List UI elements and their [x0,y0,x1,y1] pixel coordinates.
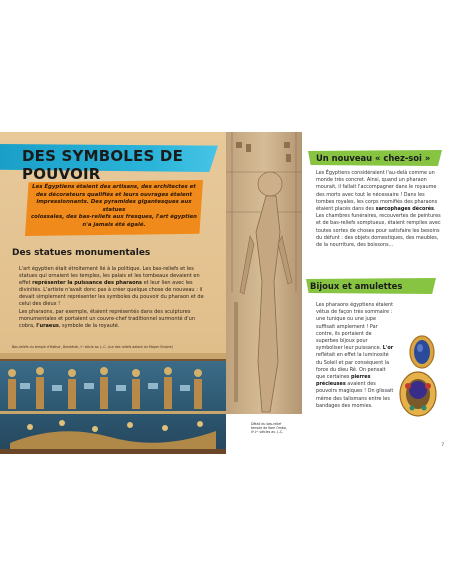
intro-line: colossales, des bas-reliefs aux fresques, l'art égyptien [30,214,198,221]
body-text [19,266,205,330]
text-bijoux [316,302,394,410]
text-run: Les pharaons, par exemple, étaient représentés dans des sculptures monumentales et portaient un couvre-chef traditionnel surmonté d'un cobra, [19,308,196,329]
intro-line: impressionnants. Des pyramides gigantesques aux statues [36,199,192,213]
paragraph-1 [19,266,205,309]
bold-run: l'uraeus [36,322,59,329]
right-page [302,132,452,454]
image-caption: Bas-reliefs du temple d'Hathor, Dendérah, Iᵉʳ siècle av. J.-C. (sur des reliefs datant du Moyen Empire) [12,345,173,349]
scarab-ring-image [394,328,444,428]
heading-bijoux: Bijoux et amulettes [310,281,403,291]
text-chez-soi [316,170,444,249]
text-run: et leur lien avec les divinités. L'artiste n'avait donc pas à créer quelque chose de nouveau : il devait simplement représenter les symboles du pouvoir du pharaon et de celui des dieux ! [19,280,204,308]
caption-line: Détail du bas-relief [251,422,282,426]
text-run: Les Égyptiens considéraient l'au-delà comme un monde très concret. Ainsi, quand un pharaon mourait, il fallait l'accompagner dans le royaume des morts avec tout le nécessaire ! Dans les tombes royales, les corps momifiés des pharaons étaient placés dans des [316,170,438,213]
bold-run: L'or [382,345,394,352]
page-title: DES SYMBOLES DE POUVOIR [22,147,184,183]
text-run: . Les chambres funéraires, recouvertes de peintures et de bas-reliefs somptueux, étaient remplies avec toutes sortes de choses pour satisfaire les besoins du défunt : des objets domestiques, des meubles, de la nourriture, des boissons... [316,206,441,249]
book-spread [0,132,452,454]
bold-run: représenter la puissance des pharaons [32,280,143,287]
text-run: Les pharaons égyptiens étaient vêtus de façon très sommaire : une tunique ou une jupe suffisait amplement ! Par contre, ils portaient de superbes bijoux pour symboliser leur puissance. [316,302,394,352]
intro-line: n'a jamais été égalé. [82,221,146,228]
intro-text [30,184,198,230]
text-run: L'art égyptien était étroitement lié à la politique. Les bas-reliefs et les statues qui ornaient les temples, les palais et les tombeaux devaient en effet [19,266,200,287]
page-number: 7 [441,442,444,447]
heading-chez-soi: Un nouveau « chez-soi » [316,153,431,163]
bold-run: sarcophages décorés [375,206,434,213]
intro-line: Les Égyptiens étaient des artisans, des architectes et [32,184,196,190]
paragraph-2 [19,309,205,330]
section-title: Des statues monumentales [12,248,151,258]
text-run: avaient des pouvoirs magiques ! On glissait même des talismans entre les bandages des momies. [316,381,394,409]
text-run: reflétait en effet la luminosité du Soleil et par conséquent la force du dieu Rê. On pensait que certaines [316,352,390,381]
hathor-relief-image [0,353,226,454]
intro-line: des décorateurs qualifiés et leurs ouvrages étaient [35,191,193,198]
center-image-caption [251,422,297,435]
caption-line: temple de Kom Ombo, [251,426,287,431]
bold-run: pierres précieuses [316,374,371,388]
text-run: , symbole de la royauté. [58,322,120,329]
left-page [0,132,226,454]
caption-line: IIᵉ-Iᵉʳ siècles av. J.-C. [251,430,284,435]
kom-ombo-relief-image [226,132,302,454]
